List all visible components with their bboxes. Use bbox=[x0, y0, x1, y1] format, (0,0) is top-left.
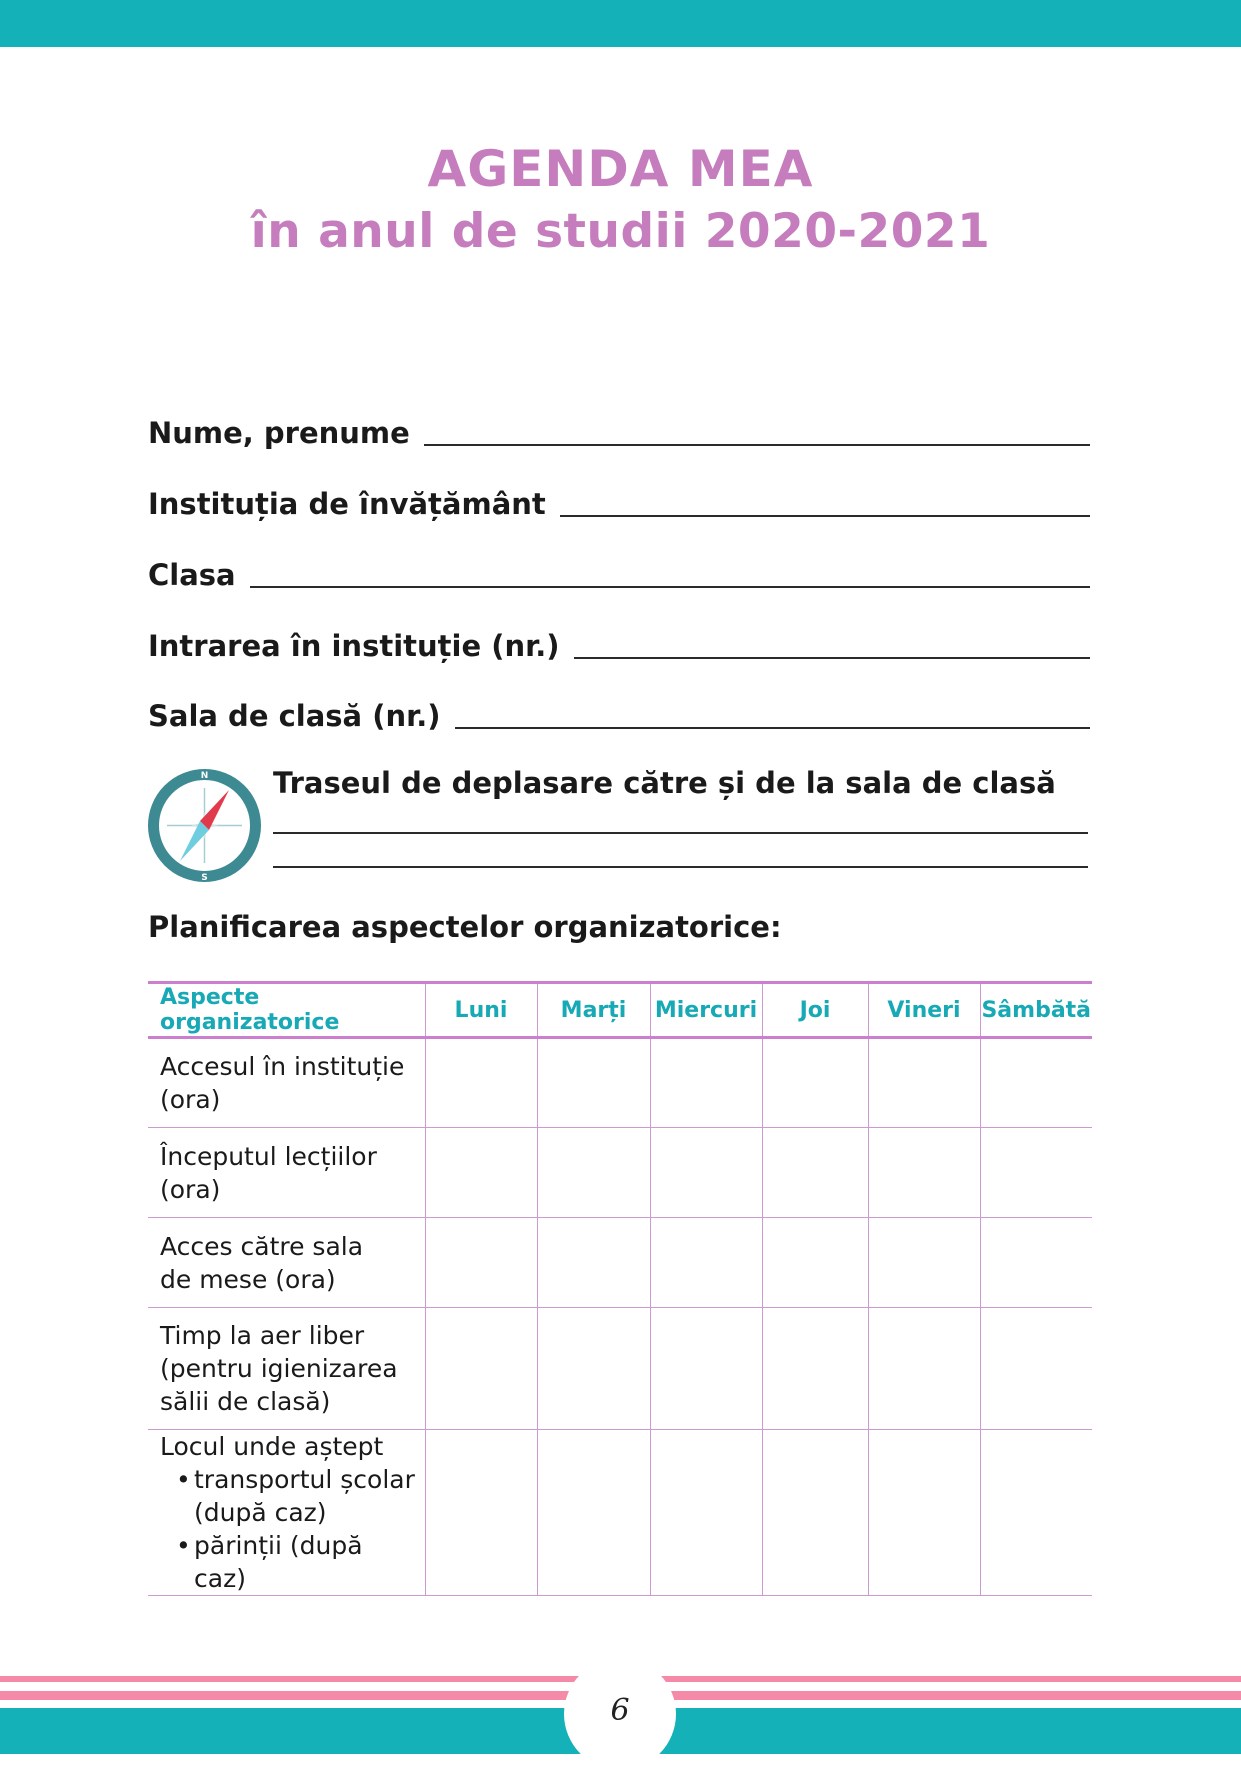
table-row bbox=[148, 1218, 1092, 1308]
page-number: 6 bbox=[610, 1693, 630, 1728]
page-title: AGENDA MEA bbox=[427, 140, 814, 198]
table-cell[interactable] bbox=[980, 1308, 1092, 1430]
column-header: Aspecte organizatorice bbox=[148, 983, 425, 1038]
compass-north-label: N bbox=[200, 771, 209, 781]
table-cell[interactable] bbox=[425, 1038, 537, 1128]
table-cell[interactable] bbox=[425, 1430, 537, 1596]
route-title: Traseul de deplasare către și de la sala de clasă bbox=[273, 766, 1056, 800]
table-cell[interactable] bbox=[537, 1038, 650, 1128]
row-label-line: (ora) bbox=[160, 1085, 221, 1114]
table-cell[interactable] bbox=[980, 1128, 1092, 1218]
field-label: Instituția de învățământ bbox=[148, 487, 546, 521]
fill-line[interactable] bbox=[560, 515, 1090, 517]
table-cell[interactable] bbox=[868, 1038, 980, 1128]
row-label bbox=[148, 1308, 425, 1430]
row-label-line: (ora) bbox=[160, 1174, 221, 1204]
table-cell[interactable] bbox=[425, 1308, 537, 1430]
organization-table bbox=[148, 981, 1092, 1596]
top-color-band bbox=[0, 0, 1241, 47]
table-cell[interactable] bbox=[650, 1128, 762, 1218]
table-cell[interactable] bbox=[650, 1308, 762, 1430]
table-cell[interactable] bbox=[762, 1038, 868, 1128]
table-cell[interactable] bbox=[425, 1218, 537, 1308]
table-cell[interactable] bbox=[868, 1128, 980, 1218]
field-institutie[interactable] bbox=[148, 481, 1090, 521]
table-cell[interactable] bbox=[650, 1430, 762, 1596]
table-cell[interactable] bbox=[868, 1308, 980, 1430]
fill-line[interactable] bbox=[424, 444, 1090, 446]
table-cell[interactable] bbox=[537, 1430, 650, 1596]
row-label-line: Acces către sala bbox=[160, 1231, 364, 1261]
field-nume-prenume[interactable] bbox=[148, 410, 1090, 450]
row-label bbox=[148, 1218, 425, 1308]
field-clasa[interactable] bbox=[148, 552, 1090, 592]
compass-south-label: S bbox=[201, 873, 208, 883]
table-cell[interactable] bbox=[980, 1430, 1092, 1596]
compass-icon bbox=[147, 768, 262, 883]
table-header-row bbox=[148, 983, 1092, 1038]
list-item: • părinții (după caz) bbox=[160, 1529, 417, 1595]
table-cell[interactable] bbox=[762, 1128, 868, 1218]
fill-line[interactable] bbox=[574, 657, 1090, 659]
field-intrarea[interactable] bbox=[148, 623, 1090, 663]
field-label: Clasa bbox=[148, 558, 236, 592]
field-label: Intrarea în instituție (nr.) bbox=[148, 629, 560, 663]
table-cell[interactable] bbox=[868, 1218, 980, 1308]
route-fill-line-2[interactable] bbox=[273, 866, 1088, 868]
table-cell[interactable] bbox=[868, 1430, 980, 1596]
route-fill-line-1[interactable] bbox=[273, 832, 1088, 834]
row-label bbox=[148, 1038, 425, 1128]
table-cell[interactable] bbox=[425, 1128, 537, 1218]
fill-line[interactable] bbox=[455, 727, 1090, 729]
table-row bbox=[148, 1430, 1092, 1596]
table-row bbox=[148, 1038, 1092, 1128]
row-label-line: (pentru igienizarea bbox=[160, 1354, 398, 1383]
column-header: Luni bbox=[425, 983, 537, 1038]
planning-heading: Planificarea aspectelor organizatorice: bbox=[148, 910, 782, 944]
table-cell[interactable] bbox=[537, 1218, 650, 1308]
row-label bbox=[148, 1128, 425, 1218]
field-label: Nume, prenume bbox=[148, 416, 410, 450]
table-cell[interactable] bbox=[762, 1218, 868, 1308]
column-header: Sâmbătă bbox=[980, 983, 1092, 1038]
table-cell[interactable] bbox=[650, 1218, 762, 1308]
bullet-list bbox=[160, 1463, 417, 1595]
row-label-line: Locul unde aștept bbox=[160, 1432, 384, 1461]
row-label-line: de mese (ora) bbox=[160, 1264, 336, 1294]
table-row bbox=[148, 1128, 1092, 1218]
table-cell[interactable] bbox=[537, 1128, 650, 1218]
fill-line[interactable] bbox=[250, 586, 1090, 588]
row-label-line: Accesul în instituție bbox=[160, 1052, 405, 1081]
list-item: • transportul școlar (după caz) bbox=[160, 1463, 417, 1529]
table-row bbox=[148, 1308, 1092, 1430]
column-header: Joi bbox=[762, 983, 868, 1038]
field-label: Sala de clasă (nr.) bbox=[148, 699, 441, 733]
row-label-line: Începutul lecțiilor bbox=[160, 1141, 377, 1171]
row-label bbox=[148, 1430, 425, 1596]
table-cell[interactable] bbox=[762, 1308, 868, 1430]
column-header: Miercuri bbox=[650, 983, 762, 1038]
column-header: Vineri bbox=[868, 983, 980, 1038]
page-subtitle: în anul de studii 2020-2021 bbox=[250, 204, 991, 259]
table-cell[interactable] bbox=[537, 1308, 650, 1430]
column-header: Marți bbox=[537, 983, 650, 1038]
row-label-line: Timp la aer liber bbox=[160, 1321, 365, 1350]
table-cell[interactable] bbox=[650, 1038, 762, 1128]
table-cell[interactable] bbox=[980, 1218, 1092, 1308]
row-label-line: sălii de clasă) bbox=[160, 1387, 331, 1416]
table-cell[interactable] bbox=[762, 1430, 868, 1596]
field-sala-de-clasa[interactable] bbox=[148, 693, 1090, 733]
table-cell[interactable] bbox=[980, 1038, 1092, 1128]
